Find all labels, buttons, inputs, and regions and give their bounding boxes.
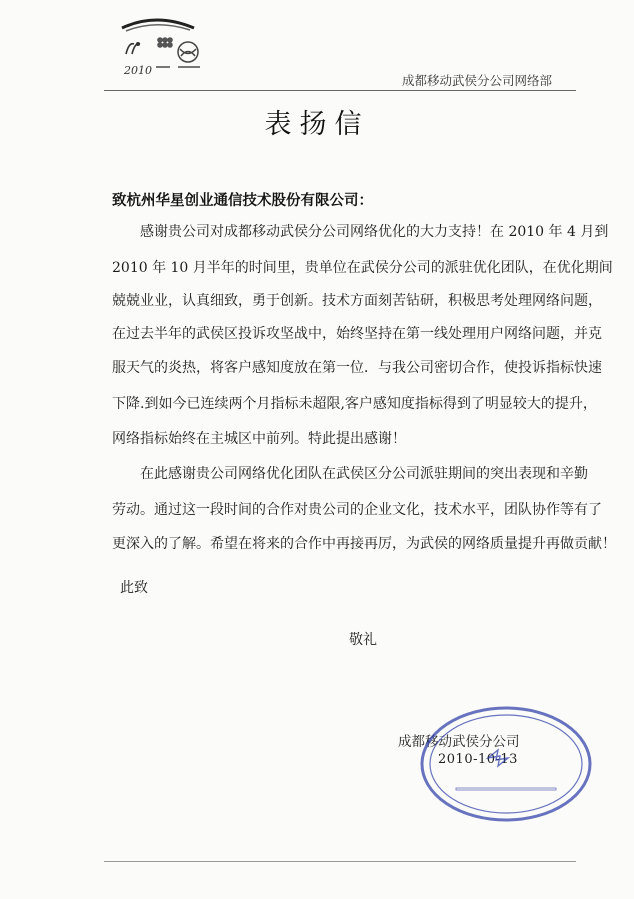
letter-title: 表扬信 bbox=[264, 109, 370, 140]
closing-phrase: 此致 bbox=[120, 580, 148, 596]
header-divider bbox=[104, 90, 576, 91]
body-line: 在过去半年的武侯区投诉攻坚战中，始终坚持在第一线处理用户网络问题，并克 bbox=[112, 326, 602, 342]
regards: 敬礼 bbox=[349, 632, 377, 648]
body-line: 2010 年 10 月半年的时间里，贵单位在武侯分公司的派驻优化团队，在优化期间 bbox=[112, 260, 613, 276]
body-line: 网络指标始终在主城区中前列。特此提出感谢！ bbox=[112, 431, 406, 447]
body-line: 劳动。通过这一段时间的合作对贵公司的企业文化，技术水平，团队协作等有了 bbox=[112, 502, 602, 518]
body-line: 兢兢业业，认真细致，勇于创新。技术方面刻苦钻研，积极思考处理网络问题， bbox=[112, 293, 602, 309]
footer-divider bbox=[104, 861, 576, 862]
signature-organization: 成都移动武侯分公司 bbox=[398, 734, 520, 750]
official-seal-stamp bbox=[416, 696, 596, 826]
header-department: 成都移动武侯分公司网络部 bbox=[401, 73, 552, 88]
body-line: 服天气的炎热，将客户感知度放在第一位．与我公司密切合作，使投诉指标快速 bbox=[112, 360, 602, 376]
signature-date: 2010-10-13 bbox=[438, 752, 518, 767]
body-line: 感谢贵公司对成都移动武侯分公司网络优化的大力支持！在 2010 年 4 月到 bbox=[140, 224, 609, 240]
salutation: 致杭州华星创业通信技术股份有限公司： bbox=[112, 192, 373, 209]
body-line: 更深入的了解。希望在将来的合作中再接再厉，为武侯的网络质量提升再做贡献！ bbox=[112, 536, 616, 552]
svg-text:2010: 2010 bbox=[124, 64, 152, 77]
body-line: 下降.到如今已连续两个月指标未超限,客户感知度指标得到了明显较大的提升， bbox=[112, 396, 597, 412]
body-line: 在此感谢贵公司网络优化团队在武侯区分公司派驻期间的突出表现和辛勤 bbox=[140, 466, 588, 482]
